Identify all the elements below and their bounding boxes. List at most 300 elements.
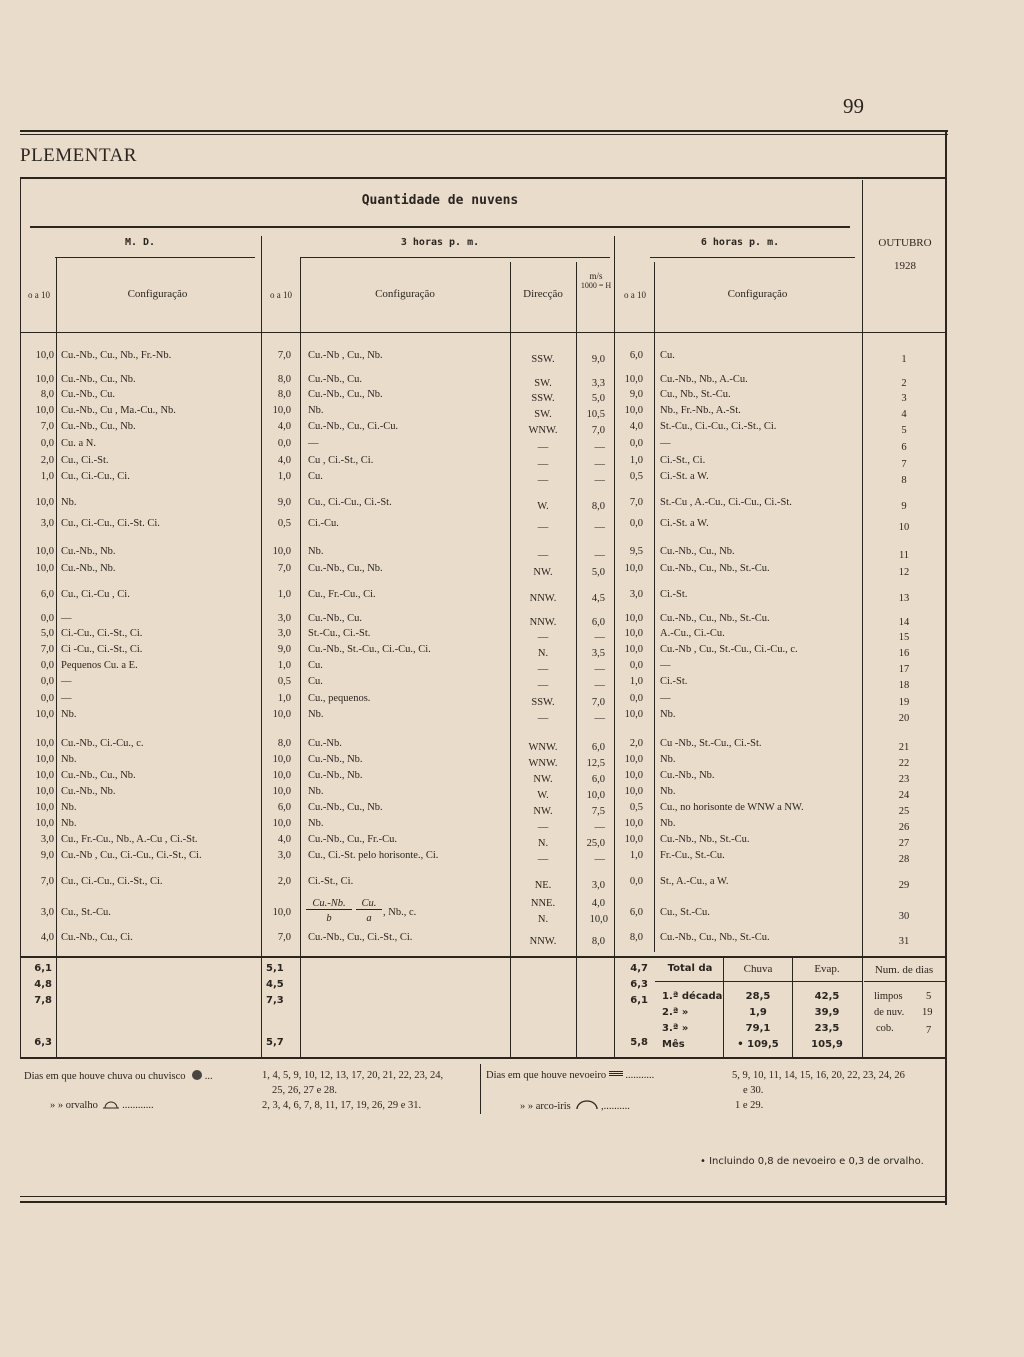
cell-h3-n: 10,0 xyxy=(272,818,291,829)
cell-dir: WNW. xyxy=(528,758,558,769)
vline-6h-n xyxy=(654,262,655,952)
cell-h3-n: 8,0 xyxy=(277,389,291,400)
md-total-2: 4,8 xyxy=(34,979,52,990)
cell-md-c: Ci.-Cu., Ci.-St., Ci. xyxy=(61,628,143,639)
summary-chuva: • 109,5 xyxy=(737,1039,779,1050)
cell-spd: 5,0 xyxy=(591,393,605,404)
nevoeiro-days: 5, 9, 10, 11, 14, 15, 16, 20, 22, 23, 24, 26 xyxy=(732,1070,905,1081)
cell-md-c: Cu. a N. xyxy=(61,438,96,449)
cell-h6-c: Cu.-Nb., Cu., Nb., St.-Cu. xyxy=(660,613,770,624)
cell-h6-n: 0,5 xyxy=(629,471,643,482)
cell-h3-n: 0,0 xyxy=(277,438,291,449)
sub-vline-2 xyxy=(792,958,793,1057)
cell-h3-n: 1,0 xyxy=(277,660,291,671)
cell-spd: 5,0 xyxy=(591,567,605,578)
cell-h6-n: 1,0 xyxy=(629,455,643,466)
cell-spd: — xyxy=(594,632,605,643)
cell-h6-c: Cu.-Nb., Nb. xyxy=(660,770,715,781)
cell-md-c: Nb. xyxy=(61,497,77,508)
cell-h6-c: Ci.-St. xyxy=(660,676,688,687)
nevoeiro-dots: ........... xyxy=(625,1070,655,1081)
cell-day: 27 xyxy=(898,838,910,849)
cell-day: 30 xyxy=(898,911,910,922)
row30-dir2: N. xyxy=(537,914,549,925)
cell-h3-n: 3,0 xyxy=(277,628,291,639)
cell-h6-n: 0,0 xyxy=(629,660,643,671)
cell-dir: SW. xyxy=(534,409,552,420)
cell-h6-n: 4,0 xyxy=(629,421,643,432)
cell-spd: 9,0 xyxy=(591,354,605,365)
cell-spd: 7,0 xyxy=(591,425,605,436)
cell-spd: — xyxy=(594,664,605,675)
cell-dir: — xyxy=(537,459,549,470)
cell-md-n: 2,0 xyxy=(40,455,54,466)
cell-dir: — xyxy=(537,713,549,724)
cell-dir: W. xyxy=(537,790,549,801)
h6-total-2: 6,3 xyxy=(630,979,648,990)
hdr-speed xyxy=(578,272,614,291)
cell-h6-n: 10,0 xyxy=(624,818,643,829)
cell-h3-n: 10,0 xyxy=(272,786,291,797)
arco-days: 1 e 29. xyxy=(735,1100,764,1111)
section-title: Quantidade de nuvens xyxy=(361,193,519,208)
cell-h3-n: 9,0 xyxy=(277,497,291,508)
cell-dir: NE. xyxy=(534,880,552,891)
cell-md-n: 0,0 xyxy=(40,660,54,671)
cell-md-c: Cu., Ci.-Cu., Ci.-St., Ci. xyxy=(61,876,163,887)
cell-h6-n: 0,0 xyxy=(629,876,643,887)
cell-spd: — xyxy=(594,442,605,453)
hdr-speed-unit: m/s xyxy=(589,271,603,281)
cell-h3-c: Nb. xyxy=(308,405,324,416)
sub-head-rule xyxy=(655,981,862,982)
cell-md-n: 0,0 xyxy=(40,693,54,704)
cell-h3-c: Cu.-Nb., Nb. xyxy=(308,754,363,765)
cell-spd: 4,5 xyxy=(591,593,605,604)
hdr-scale-3h: o a 10 xyxy=(270,290,292,300)
num-dias-label: Num. de dias xyxy=(874,964,934,976)
cell-h3-c: Cu.-Nb., Nb. xyxy=(308,770,363,781)
cell-md-n: 7,0 xyxy=(40,644,54,655)
cell-h3-c: Cu., Ci.-St. pelo horisonte., Ci. xyxy=(308,850,439,861)
cell-dir: NW. xyxy=(533,806,553,817)
cell-md-n: 10,0 xyxy=(35,350,54,361)
footer-divider xyxy=(480,1064,481,1114)
cell-h6-n: 8,0 xyxy=(629,932,643,943)
cell-dir: NW. xyxy=(533,567,553,578)
cell-day: 21 xyxy=(898,742,910,753)
cell-spd: — xyxy=(594,854,605,865)
cell-h6-c: A.-Cu., Ci.-Cu. xyxy=(660,628,725,639)
cell-spd: — xyxy=(594,822,605,833)
cell-h3-c: Nb. xyxy=(308,546,324,557)
cell-day: 19 xyxy=(898,697,910,708)
cell-md-n: 7,0 xyxy=(40,876,54,887)
group-md: M. D. xyxy=(124,237,156,248)
cell-md-n: 9,0 xyxy=(40,850,54,861)
hdr-config-md: Configuração xyxy=(127,288,188,300)
cell-md-n: 8,0 xyxy=(40,389,54,400)
cell-h6-c: Cu., Nb., St.-Cu. xyxy=(660,389,731,400)
cell-md-n: 10,0 xyxy=(35,818,54,829)
page-number: 99 xyxy=(843,94,864,118)
cell-h3-n: 4,0 xyxy=(277,421,291,432)
cell-md-c: Cu.-Nb., Cu , Ma.-Cu., Nb. xyxy=(61,405,176,416)
chuva-days-cont: 25, 26, 27 e 28. xyxy=(272,1085,338,1096)
vline-dir xyxy=(576,262,577,1058)
cell-md-c: Cu.-Nb., Nb. xyxy=(61,563,116,574)
cell-h6-n: 10,0 xyxy=(624,786,643,797)
cell-h6-c: Cu.-Nb., Cu., Nb., St.-Cu. xyxy=(660,932,770,943)
cell-h3-n: 7,0 xyxy=(277,932,291,943)
cell-h6-n: 10,0 xyxy=(624,613,643,624)
orvalho-dots: ............ xyxy=(122,1100,154,1111)
nevoeiro-label xyxy=(486,1070,654,1081)
nevoeiro-label-text: Dias em que houve nevoeiro xyxy=(486,1070,607,1081)
cell-md-n: 10,0 xyxy=(35,405,54,416)
cell-day: 20 xyxy=(898,713,910,724)
group-6h: 6 horas p. m. xyxy=(700,237,780,248)
summary-evap: 39,9 xyxy=(814,1007,840,1018)
cell-md-c: Pequenos Cu. a E. xyxy=(61,660,138,671)
arco-label-text: » » arco-iris xyxy=(520,1101,571,1112)
cell-h3-c: Cu., Ci.-Cu., Ci.-St. xyxy=(308,497,392,508)
cell-dir: WNW. xyxy=(528,742,558,753)
h3-total-2: 4,5 xyxy=(266,979,284,990)
h3-total-3: 7,3 xyxy=(266,995,284,1006)
cell-day: 17 xyxy=(898,664,910,675)
cell-md-c: Cu.-Nb., Cu., Nb. xyxy=(61,374,136,385)
chuva-days: 1, 4, 5, 9, 10, 12, 13, 17, 20, 21, 22, 23, 24, xyxy=(262,1070,444,1081)
month-label: OUTUBRO xyxy=(878,237,932,249)
group-rule-3h xyxy=(300,257,610,258)
cell-h3-c: Ci.-St., Ci. xyxy=(308,876,354,887)
cell-md-c: — xyxy=(61,613,72,624)
cell-day: 18 xyxy=(898,680,910,691)
cell-day: 2 xyxy=(901,378,907,389)
cell-spd: 7,5 xyxy=(591,806,605,817)
cell-h3-c: Ci.-Cu. xyxy=(308,518,339,529)
cell-md-n: 10,0 xyxy=(35,374,54,385)
cell-h3-n: 8,0 xyxy=(277,374,291,385)
top-rule-thin xyxy=(20,134,948,135)
cell-day: 28 xyxy=(898,854,910,865)
frac1-numerator: Cu.-Nb. xyxy=(306,898,352,910)
cell-h3-n: 0,5 xyxy=(277,676,291,687)
cell-spd: — xyxy=(594,550,605,561)
rain-icon xyxy=(192,1070,202,1080)
cell-h3-c: Cu., pequenos. xyxy=(308,693,371,704)
section-rule xyxy=(30,226,850,228)
cell-md-c: Cu.-Nb., Cu., Nb., Fr.-Nb. xyxy=(61,350,172,361)
cell-md-n: 3,0 xyxy=(40,518,54,529)
hdr-direction: Direcção xyxy=(523,288,563,300)
cell-day: 3 xyxy=(901,393,907,404)
vline-md-c xyxy=(261,236,262,1058)
cell-md-c: Cu.-Nb , Cu., Ci.-Cu., Ci.-St., Ci. xyxy=(61,850,202,861)
cell-md-c: Cu.-Nb., Cu. xyxy=(61,389,115,400)
cell-h6-c: St., A.-Cu., a W. xyxy=(660,876,729,887)
cell-h3-c: Cu.-Nb., St.-Cu., Ci.-Cu., Ci. xyxy=(308,644,431,655)
rainbow-icon xyxy=(576,1100,598,1109)
group-rule-md xyxy=(55,257,255,258)
md-total-4: 6,3 xyxy=(34,1037,52,1048)
chuva-days-label xyxy=(24,1070,213,1082)
cell-md-n: 10,0 xyxy=(35,770,54,781)
cell-md-c: Nb. xyxy=(61,754,77,765)
md-total-3: 7,8 xyxy=(34,995,52,1006)
cell-day: 1 xyxy=(901,354,907,365)
cell-dir: SSW. xyxy=(531,393,555,404)
cell-md-n: 5,0 xyxy=(40,628,54,639)
cell-h3-c: St.-Cu., Ci.-St. xyxy=(308,628,371,639)
cell-md-n: 3,0 xyxy=(40,834,54,845)
cell-dir: N. xyxy=(537,648,549,659)
cell-h3-n: 8,0 xyxy=(277,738,291,749)
cell-h6-n: 7,0 xyxy=(629,497,643,508)
cell-h6-n: 6,0 xyxy=(629,907,643,918)
cell-md-n: 7,0 xyxy=(40,421,54,432)
cell-h3-c: Nb. xyxy=(308,818,324,829)
cell-spd: 6,0 xyxy=(591,774,605,785)
cell-spd: — xyxy=(594,522,605,533)
cell-h3-c: Cu.-Nb., Cu. xyxy=(308,613,362,624)
cell-h3-n: 10,0 xyxy=(272,770,291,781)
totals-rule xyxy=(20,956,946,958)
cell-md-n: 3,0 xyxy=(40,907,54,918)
cell-h6-c: Ci.-St. a W. xyxy=(660,471,709,482)
arco-dots: ,.......... xyxy=(600,1101,630,1112)
cell-dir: — xyxy=(537,550,549,561)
cell-md-c: Cu., Ci.-Cu., Ci.-St. Ci. xyxy=(61,518,160,529)
arco-label xyxy=(520,1100,630,1112)
cell-h6-n: 6,0 xyxy=(629,350,643,361)
cell-dir: — xyxy=(537,522,549,533)
cell-h3-n: 4,0 xyxy=(277,834,291,845)
cell-md-n: 10,0 xyxy=(35,563,54,574)
cell-dir: SSW. xyxy=(531,354,555,365)
cell-day: 31 xyxy=(898,936,910,947)
summary-chuva: 1,9 xyxy=(749,1007,767,1018)
bottom-rule xyxy=(20,1196,947,1197)
cell-h6-n: 3,0 xyxy=(629,589,643,600)
chuva-label-text: Dias em que houve chuva ou chuvisco xyxy=(24,1071,186,1082)
cell-h6-c: — xyxy=(660,693,671,704)
cell-md-n: 4,0 xyxy=(40,932,54,943)
summary-chuva: 79,1 xyxy=(745,1023,771,1034)
cell-day: 4 xyxy=(901,409,907,420)
h3-total-4: 5,7 xyxy=(266,1037,284,1048)
cell-h3-c: , Nb., c. xyxy=(383,907,417,918)
cell-dir: SSW. xyxy=(531,697,555,708)
cell-h3-c: Cu.-Nb., Cu., Nb. xyxy=(308,802,383,813)
cell-day: 5 xyxy=(901,425,907,436)
cell-day: 15 xyxy=(898,632,910,643)
h6-total-3: 6,1 xyxy=(630,995,648,1006)
cell-md-c: Cu., Fr.-Cu., Nb., A.-Cu , Ci.-St. xyxy=(61,834,198,845)
cell-h6-n: 10,0 xyxy=(624,405,643,416)
cell-md-c: Cu.-Nb., Nb. xyxy=(61,786,116,797)
vline-spd xyxy=(614,236,615,1058)
cell-md-c: Cu.-Nb., Cu., Nb. xyxy=(61,770,136,781)
cell-h3-c: Cu.-Nb., Cu., Ci.-St., Ci. xyxy=(308,932,413,943)
cell-dir: NW. xyxy=(533,774,553,785)
cell-h3-c: Cu.-Nb., Cu. xyxy=(308,374,362,385)
cell-h3-c: Cu.-Nb., Cu., Fr.-Cu. xyxy=(308,834,397,845)
cell-md-c: — xyxy=(61,676,72,687)
cell-h6-n: 10,0 xyxy=(624,628,643,639)
chuva-header: Chuva xyxy=(743,963,773,975)
cell-h6-c: Nb., Fr.-Nb., A.-St. xyxy=(660,405,741,416)
cell-md-n: 6,0 xyxy=(40,589,54,600)
cell-md-n: 10,0 xyxy=(35,709,54,720)
cell-md-n: 0,0 xyxy=(40,438,54,449)
cell-spd: — xyxy=(594,713,605,724)
cell-h3-n: 4,0 xyxy=(277,455,291,466)
cell-md-c: — xyxy=(61,693,72,704)
cell-dir: NNW. xyxy=(529,593,557,604)
evap-header: Evap. xyxy=(814,963,840,975)
cell-h3-c: Cu. xyxy=(308,660,323,671)
cell-day: 13 xyxy=(898,593,910,604)
orvalho-label xyxy=(50,1100,154,1111)
vline-md-n xyxy=(56,258,57,1058)
cell-day: 24 xyxy=(898,790,910,801)
head-rule xyxy=(20,177,946,179)
cell-h6-n: 0,0 xyxy=(629,518,643,529)
cell-h3-c: Cu.-Nb., Cu., Nb. xyxy=(308,389,383,400)
h6-total-4: 5,8 xyxy=(630,1037,648,1048)
frac1-denominator: b xyxy=(326,913,332,924)
cell-spd: — xyxy=(594,680,605,691)
nevoeiro-days-cont: e 30. xyxy=(743,1085,764,1096)
cell-h3-n: 9,0 xyxy=(277,644,291,655)
cell-dir: NNW. xyxy=(529,936,557,947)
cell-h3-n: 10,0 xyxy=(272,754,291,765)
cell-md-c: Ci -Cu., Ci.-St., Ci. xyxy=(61,644,143,655)
cell-h6-n: 1,0 xyxy=(629,850,643,861)
hdr-config-3h: Configuração xyxy=(375,288,435,300)
group-3h: 3 horas p. m. xyxy=(400,237,480,248)
hdr-scale-md: o a 10 xyxy=(28,290,50,300)
cell-h6-n: 10,0 xyxy=(624,770,643,781)
cell-dir: NNW. xyxy=(529,617,557,628)
cell-h3-n: 0,5 xyxy=(277,518,291,529)
footnote: • Incluindo 0,8 de nevoeiro e 0,3 de orvalho. xyxy=(700,1156,924,1167)
summary-label: 1.ª década xyxy=(662,991,723,1002)
cell-dir: — xyxy=(537,680,549,691)
cell-md-c: Nb. xyxy=(61,802,77,813)
cell-dir: WNW. xyxy=(528,425,558,436)
cell-md-n: 10,0 xyxy=(35,738,54,749)
cell-h3-c: Cu. xyxy=(308,676,323,687)
orvalho-label-text: » » orvalho xyxy=(50,1100,98,1111)
md-total-1: 6,1 xyxy=(34,963,52,974)
total-da-label: Total da xyxy=(667,963,713,974)
frac2-denominator: a xyxy=(366,913,372,924)
totals-end-rule xyxy=(20,1057,946,1059)
cell-h6-c: Cu., St.-Cu. xyxy=(660,907,710,918)
cell-spd: 4,0 xyxy=(591,898,605,909)
cell-h6-n: 2,0 xyxy=(629,738,643,749)
cell-md-n: 10,0 xyxy=(35,546,54,557)
cell-day: 14 xyxy=(898,617,910,628)
cell-dir: W. xyxy=(537,501,549,512)
cell-h6-c: Cu. xyxy=(660,350,675,361)
dew-icon xyxy=(103,1100,119,1109)
cell-dir: NNE. xyxy=(530,898,556,909)
summary-label: 2.ª » xyxy=(662,1007,689,1018)
cell-h3-n: 6,0 xyxy=(277,802,291,813)
cell-spd: 6,0 xyxy=(591,617,605,628)
frac2-numerator: Cu. xyxy=(356,898,382,910)
h3-total-1: 5,1 xyxy=(266,963,284,974)
cell-h6-c: St.-Cu., Ci.-Cu., Ci.-St., Ci. xyxy=(660,421,777,432)
cell-h3-n: 10,0 xyxy=(272,546,291,557)
cell-md-c: Cu.-Nb., Cu., Nb. xyxy=(61,421,136,432)
cell-spd: 12,5 xyxy=(586,758,605,769)
summary-label: Mês xyxy=(662,1039,685,1050)
bottom-rule-thick xyxy=(20,1201,947,1203)
cell-dir: — xyxy=(537,475,549,486)
cell-dir: — xyxy=(537,632,549,643)
num-dias-rule xyxy=(864,981,945,982)
cell-spd: — xyxy=(594,475,605,486)
cell-md-c: Nb. xyxy=(61,818,77,829)
cell-dir: N. xyxy=(537,838,549,849)
fog-icon xyxy=(609,1070,623,1077)
cell-md-c: Cu.-Nb., Cu., Ci. xyxy=(61,932,133,943)
cell-h3-n: 3,0 xyxy=(277,613,291,624)
cell-h3-c: Cu , Ci.-St., Ci. xyxy=(308,455,374,466)
cell-dir: — xyxy=(537,442,549,453)
cell-h6-c: Nb. xyxy=(660,754,676,765)
cell-h3-c: Cu. xyxy=(308,471,323,482)
cell-h6-c: Cu.-Nb , Cu., St.-Cu., Ci.-Cu., c. xyxy=(660,644,798,655)
cell-spd: 8,0 xyxy=(591,501,605,512)
cell-day: 23 xyxy=(898,774,910,785)
cell-md-c: Cu.-Nb., Ci.-Cu., c. xyxy=(61,738,144,749)
cell-h6-c: Fr.-Cu., St.-Cu. xyxy=(660,850,725,861)
cell-h6-c: St.-Cu , A.-Cu., Ci.-Cu., Ci.-St. xyxy=(660,497,792,508)
cell-h3-c: Cu.-Nb., Cu., Ci.-Cu. xyxy=(308,421,399,432)
summary-label: 3.ª » xyxy=(662,1023,689,1034)
cell-day: 10 xyxy=(898,522,910,533)
cell-spd: 8,0 xyxy=(591,936,605,947)
hdr-scale-6h: o a 10 xyxy=(624,290,646,300)
cell-spd: 10,5 xyxy=(586,409,605,420)
vline-day xyxy=(862,180,863,1058)
cell-md-c: Cu., Ci.-Cu., Ci. xyxy=(61,471,130,482)
top-rule xyxy=(20,130,948,132)
cell-spd: 3,3 xyxy=(591,378,605,389)
cell-h6-c: Ci.-St. xyxy=(660,589,688,600)
hdr-speed-scale: 1000 = H xyxy=(580,280,612,290)
cell-h6-c: Ci.-St. a W. xyxy=(660,518,709,529)
chuva-dots: ... xyxy=(204,1071,213,1082)
denuv-count: 19 xyxy=(922,1007,933,1018)
cell-md-n: 10,0 xyxy=(35,786,54,797)
cell-day: 9 xyxy=(901,501,907,512)
cell-dir: — xyxy=(537,664,549,675)
cell-day: 6 xyxy=(901,442,907,453)
cell-day: 22 xyxy=(898,758,910,769)
year-label: 1928 xyxy=(894,260,916,272)
cell-md-n: 0,0 xyxy=(40,613,54,624)
cell-h6-n: 0,5 xyxy=(629,802,643,813)
cell-h6-c: — xyxy=(660,660,671,671)
cell-h3-n: 7,0 xyxy=(277,563,291,574)
